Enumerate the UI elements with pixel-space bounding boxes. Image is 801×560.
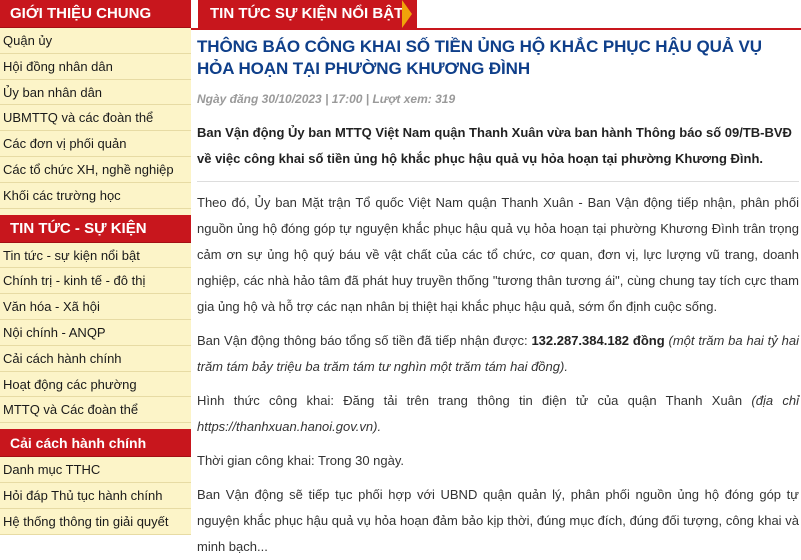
article-paragraph-3: [197, 388, 799, 440]
sidebar-item-don-vi-phoi-quan[interactable]: Các đơn vị phối quản: [0, 131, 191, 157]
sidebar-item-mttq-doan-the[interactable]: MTTQ và Các đoàn thể: [0, 397, 191, 423]
article-lead: Ban Vận động Ủy ban MTTQ Việt Nam quận Thanh Xuân vừa ban hành Thông báo số 09/TB-BVĐ về việc công khai số tiền ủng hộ khắc phục hậu quả vụ hỏa hoạn tại phường Khương Đình.: [197, 120, 799, 182]
section-heading-cai-cach[interactable]: Cải cách hành chính: [0, 429, 191, 457]
sidebar-item-he-thong-thong-tin[interactable]: Hệ thống thông tin giải quyết: [0, 509, 191, 535]
sidebar-item-truong-hoc[interactable]: Khối các trường học: [0, 183, 191, 209]
donation-amount-words: (một trăm ba hai tỷ hai trăm tám bảy triệu ba trăm tám tư nghìn một trăm tám hai đồng).: [197, 333, 799, 374]
article-paragraph-5: Ban Vận động sẽ tiếp tục phối hợp với UBND quận quản lý, phân phối nguồn ủng hộ đóng góp tự nguyện khắc phục hậu quả vụ hỏa hoạn đảm bảo kịp thời, đúng mục đích, đúng đối tượng, công khai và minh bạch...: [197, 487, 799, 554]
donation-amount: 132.287.384.182 đồng: [531, 333, 665, 348]
paragraph-2-prefix: Ban Vận động thông báo tổng số tiền đã tiếp nhận được:: [197, 333, 532, 348]
sidebar-item-to-chuc-xh[interactable]: Các tổ chức XH, nghề nghiệp: [0, 157, 191, 183]
sidebar-item-hoat-dong-phuong[interactable]: Hoạt động các phường: [0, 372, 191, 398]
sidebar-item-cai-cach[interactable]: Cải cách hành chính: [0, 346, 191, 372]
paragraph-3-prefix: Hình thức công khai: Đăng tải trên trang thông tin điện tử của quận Thanh Xuân: [197, 393, 752, 408]
sidebar-item-van-hoa[interactable]: Văn hóa - Xã hội: [0, 294, 191, 320]
sidebar: [0, 0, 191, 534]
tab-bar: [191, 0, 801, 30]
sidebar-item-noi-chinh[interactable]: Nội chính - ANQP: [0, 320, 191, 346]
tab-arrow-icon: [402, 0, 412, 28]
sidebar-item-uy-ban-nhan-dan[interactable]: Ủy ban nhân dân: [0, 80, 191, 106]
main-content: [191, 0, 801, 554]
sidebar-item-danh-muc-tthc[interactable]: Danh mục TTHC: [0, 457, 191, 483]
sidebar-item-hoi-dap-tthc[interactable]: Hỏi đáp Thủ tục hành chính: [0, 483, 191, 509]
article-paragraph-4: Thời gian công khai: Trong 30 ngày.: [197, 453, 405, 468]
article-meta: Ngày đăng 30/10/2023 | 17:00 | Lượt xem: 319: [197, 92, 456, 106]
sidebar-item-chinh-tri[interactable]: Chính trị - kinh tế - đô thị: [0, 268, 191, 294]
section-heading-gioi-thieu[interactable]: GIỚI THIỆU CHUNG: [0, 0, 191, 28]
sidebar-item-tin-tuc-noi-bat[interactable]: Tin tức - sự kiện nổi bật: [0, 243, 191, 269]
tab-tin-tuc-noi-bat[interactable]: TIN TỨC SỰ KIỆN NỔI BẬT: [198, 0, 417, 28]
article-paragraph-1: Theo đó, Ủy ban Mặt trận Tổ quốc Việt Nam quận Thanh Xuân - Ban Vận động tiếp nhận, phân phối nguồn ủng hộ đóng góp tự nguyện khắc phục hậu quả vụ hỏa hoạn tại phường Khương Đình trân trọng cảm ơn sự ủng hộ quý báu về vật chất của các tổ chức, cơ quan, đơn vị, lực lượng vũ trang, doanh nghiệp, các nhà hảo tâm đã phát huy truyền thống "tương thân tương ái", cùng chung tay tích cực tham gia ủng hộ và hỗ trợ các nạn nhân bị thiệt hại khắc phục hậu quả, sớm ổn định cuộc sống.: [197, 195, 799, 314]
section-heading-tin-tuc[interactable]: TIN TỨC - SỰ KIỆN: [0, 215, 191, 243]
sidebar-item-quan-uy[interactable]: Quận ủy: [0, 28, 191, 54]
sidebar-item-hoi-dong-nhan-dan[interactable]: Hội đồng nhân dân: [0, 54, 191, 80]
article-paragraph-2: [197, 328, 799, 380]
article-title: THÔNG BÁO CÔNG KHAI SỐ TIỀN ỦNG HỘ KHẮC PHỤC HẬU QUẢ VỤ HỎA HOẠN TẠI PHƯỜNG KHƯƠNG ĐÌNH: [197, 37, 762, 78]
article: [191, 30, 801, 560]
sidebar-item-ubmttq[interactable]: UBMTTQ và các đoàn thể: [0, 105, 191, 131]
website-address: (địa chỉ https://thanhxuan.hanoi.gov.vn).: [197, 393, 799, 434]
